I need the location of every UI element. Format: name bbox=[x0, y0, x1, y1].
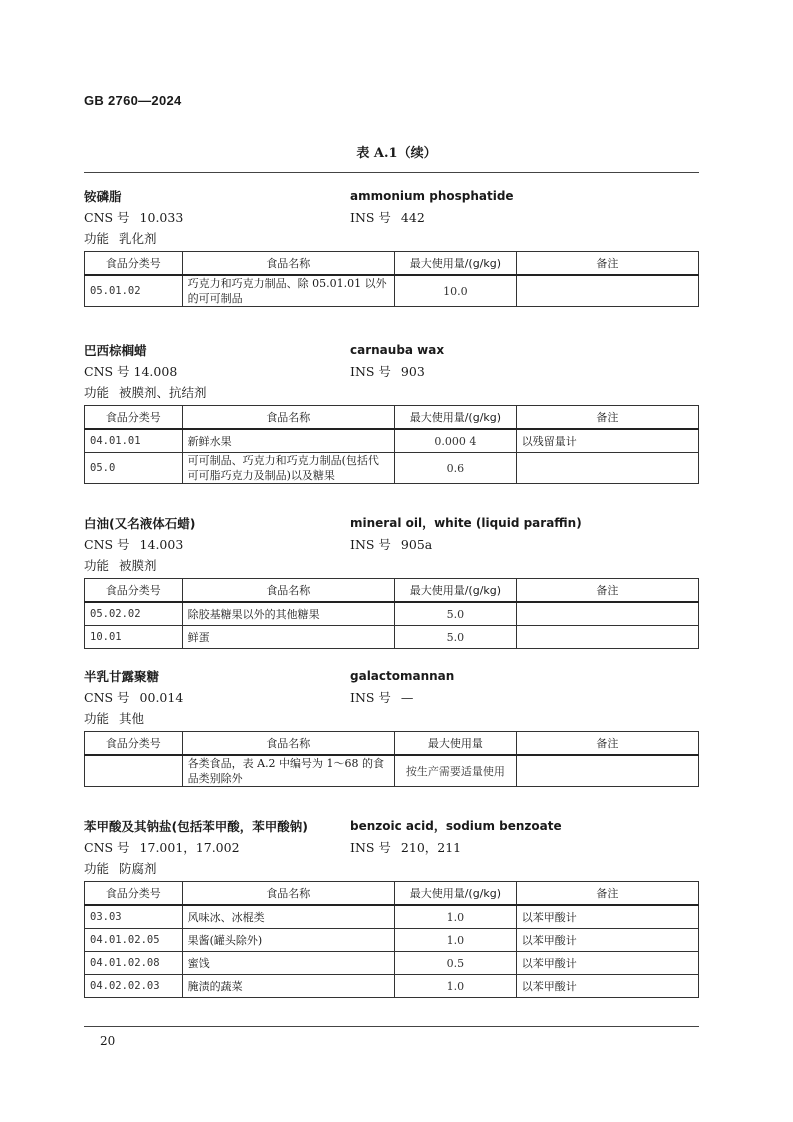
column-header: 备注 bbox=[516, 579, 698, 603]
column-header: 食品分类号 bbox=[85, 252, 183, 276]
cns-label: CNS 号 bbox=[84, 690, 130, 705]
function-value: 被膜剂 bbox=[119, 558, 157, 573]
remark bbox=[516, 755, 698, 787]
cns-number: 10.033 bbox=[139, 210, 184, 225]
column-header: 备注 bbox=[516, 252, 698, 276]
column-header: 食品名称 bbox=[182, 579, 394, 603]
ins-label: INS 号 bbox=[350, 690, 391, 705]
remark: 以苯甲酸计 bbox=[516, 905, 698, 929]
ins-number: 903 bbox=[400, 364, 425, 379]
max-usage: 0.5 bbox=[395, 952, 517, 975]
max-usage: 0.6 bbox=[395, 453, 517, 484]
table-row bbox=[85, 905, 699, 929]
additive-name-en: carnauba wax bbox=[350, 343, 445, 357]
ins-label: INS 号 bbox=[350, 840, 391, 855]
ins-number: 210，211 bbox=[400, 840, 462, 855]
food-name: 鲜蛋 bbox=[182, 626, 394, 649]
food-category-code: 04.01.02.08 bbox=[85, 952, 183, 975]
function-value: 防腐剂 bbox=[119, 861, 157, 876]
footer-rule bbox=[84, 1026, 699, 1027]
food-category-code: 04.01.02.05 bbox=[85, 929, 183, 952]
food-name: 腌渍的蔬菜 bbox=[182, 975, 394, 998]
additive-name-en: galactomannan bbox=[350, 669, 455, 683]
header-rule bbox=[84, 172, 699, 173]
cns-label: CNS 号 bbox=[84, 210, 130, 225]
table-row bbox=[85, 975, 699, 998]
remark bbox=[516, 275, 698, 307]
column-header: 备注 bbox=[516, 406, 698, 430]
column-header: 最大使用量/(g/kg) bbox=[395, 406, 517, 430]
remark: 以苯甲酸计 bbox=[516, 929, 698, 952]
additive-name-zh: 半乳甘露聚糖 bbox=[84, 669, 160, 684]
remark: 以苯甲酸计 bbox=[516, 975, 698, 998]
column-header: 食品名称 bbox=[182, 252, 394, 276]
remark bbox=[516, 453, 698, 484]
max-usage: 1.0 bbox=[395, 905, 517, 929]
cns-label: CNS 号 bbox=[84, 364, 130, 379]
function-value: 乳化剂 bbox=[119, 231, 157, 246]
remark bbox=[516, 626, 698, 649]
cns-label: CNS 号 bbox=[84, 537, 130, 552]
standard-number: GB 2760—2024 bbox=[84, 93, 182, 108]
food-category-code: 04.01.01 bbox=[85, 429, 183, 453]
usage-table bbox=[84, 731, 699, 787]
food-category-code: 05.0 bbox=[85, 453, 183, 484]
max-usage: 按生产需要适量使用 bbox=[395, 755, 517, 787]
ins-label: INS 号 bbox=[350, 210, 391, 225]
function-label: 功能 bbox=[84, 558, 110, 573]
column-header: 食品分类号 bbox=[85, 579, 183, 603]
usage-table bbox=[84, 578, 699, 649]
food-name: 新鲜水果 bbox=[182, 429, 394, 453]
food-name: 各类食品，表 A.2 中编号为 1～68 的食品类别除外 bbox=[182, 755, 394, 787]
additive-section-carnauba-wax bbox=[84, 340, 699, 484]
column-header: 备注 bbox=[516, 732, 698, 756]
function-label: 功能 bbox=[84, 231, 110, 246]
max-usage: 1.0 bbox=[395, 975, 517, 998]
table-row bbox=[85, 429, 699, 453]
table-row bbox=[85, 453, 699, 484]
table-row bbox=[85, 929, 699, 952]
food-name: 可可制品、巧克力和巧克力制品(包括代可可脂巧克力及制品)以及糖果 bbox=[182, 453, 394, 484]
additive-name-en: benzoic acid，sodium benzoate bbox=[350, 819, 562, 833]
additive-name-en: mineral oil，white (liquid paraffin) bbox=[350, 516, 582, 530]
additive-name-zh: 巴西棕榈蜡 bbox=[84, 343, 147, 358]
food-category-code: 10.01 bbox=[85, 626, 183, 649]
column-header: 食品名称 bbox=[182, 882, 394, 906]
remark: 以残留量计 bbox=[516, 429, 698, 453]
usage-table bbox=[84, 881, 699, 998]
ins-number: 442 bbox=[400, 210, 425, 225]
column-header: 最大使用量 bbox=[395, 732, 517, 756]
usage-table bbox=[84, 405, 699, 484]
column-header: 食品分类号 bbox=[85, 882, 183, 906]
table-row bbox=[85, 602, 699, 626]
ins-number: — bbox=[400, 690, 414, 705]
table-title: 表 A.1（续） bbox=[356, 146, 437, 161]
additive-name-zh: 白油(又名液体石蜡) bbox=[84, 516, 196, 531]
cns-number: 14.008 bbox=[133, 364, 178, 379]
food-category-code bbox=[85, 755, 183, 787]
column-header: 最大使用量/(g/kg) bbox=[395, 882, 517, 906]
food-name: 风味冰、冰棍类 bbox=[182, 905, 394, 929]
column-header: 备注 bbox=[516, 882, 698, 906]
cns-number: 00.014 bbox=[139, 690, 184, 705]
usage-table bbox=[84, 251, 699, 307]
max-usage: 10.0 bbox=[395, 275, 517, 307]
max-usage: 1.0 bbox=[395, 929, 517, 952]
cns-number: 17.001，17.002 bbox=[139, 840, 240, 855]
column-header: 食品分类号 bbox=[85, 732, 183, 756]
additive-name-en: ammonium phosphatide bbox=[350, 189, 514, 203]
function-value: 被膜剂、抗结剂 bbox=[119, 385, 207, 400]
max-usage: 5.0 bbox=[395, 626, 517, 649]
ins-label: INS 号 bbox=[350, 364, 391, 379]
additive-section-galactomannan bbox=[84, 666, 699, 787]
table-row bbox=[85, 952, 699, 975]
cns-label: CNS 号 bbox=[84, 840, 130, 855]
food-category-code: 03.03 bbox=[85, 905, 183, 929]
ins-label: INS 号 bbox=[350, 537, 391, 552]
table-row bbox=[85, 755, 699, 787]
table-row bbox=[85, 275, 699, 307]
function-label: 功能 bbox=[84, 385, 110, 400]
function-label: 功能 bbox=[84, 861, 110, 876]
food-name: 巧克力和巧克力制品、除 05.01.01 以外的可可制品 bbox=[182, 275, 394, 307]
additive-section-mineral-oil bbox=[84, 513, 699, 649]
cns-number: 14.003 bbox=[139, 537, 184, 552]
remark bbox=[516, 602, 698, 626]
additive-section-benzoic-acid bbox=[84, 816, 699, 998]
food-category-code: 05.02.02 bbox=[85, 602, 183, 626]
column-header: 最大使用量/(g/kg) bbox=[395, 252, 517, 276]
max-usage: 0.000 4 bbox=[395, 429, 517, 453]
column-header: 食品名称 bbox=[182, 732, 394, 756]
column-header: 食品分类号 bbox=[85, 406, 183, 430]
food-name: 除胶基糖果以外的其他糖果 bbox=[182, 602, 394, 626]
page-number: 20 bbox=[100, 1034, 116, 1048]
function-label: 功能 bbox=[84, 711, 110, 726]
column-header: 食品名称 bbox=[182, 406, 394, 430]
max-usage: 5.0 bbox=[395, 602, 517, 626]
additive-name-zh: 苯甲酸及其钠盐(包括苯甲酸，苯甲酸钠) bbox=[84, 819, 308, 834]
ins-number: 905a bbox=[400, 537, 433, 552]
table-row bbox=[85, 626, 699, 649]
function-value: 其他 bbox=[119, 711, 145, 726]
food-category-code: 04.02.02.03 bbox=[85, 975, 183, 998]
food-name: 果酱(罐头除外) bbox=[182, 929, 394, 952]
column-header: 最大使用量/(g/kg) bbox=[395, 579, 517, 603]
food-category-code: 05.01.02 bbox=[85, 275, 183, 307]
remark: 以苯甲酸计 bbox=[516, 952, 698, 975]
additive-name-zh: 铵磷脂 bbox=[84, 189, 122, 204]
food-name: 蜜饯 bbox=[182, 952, 394, 975]
additive-section-ammonium-phosphatide bbox=[84, 186, 699, 307]
